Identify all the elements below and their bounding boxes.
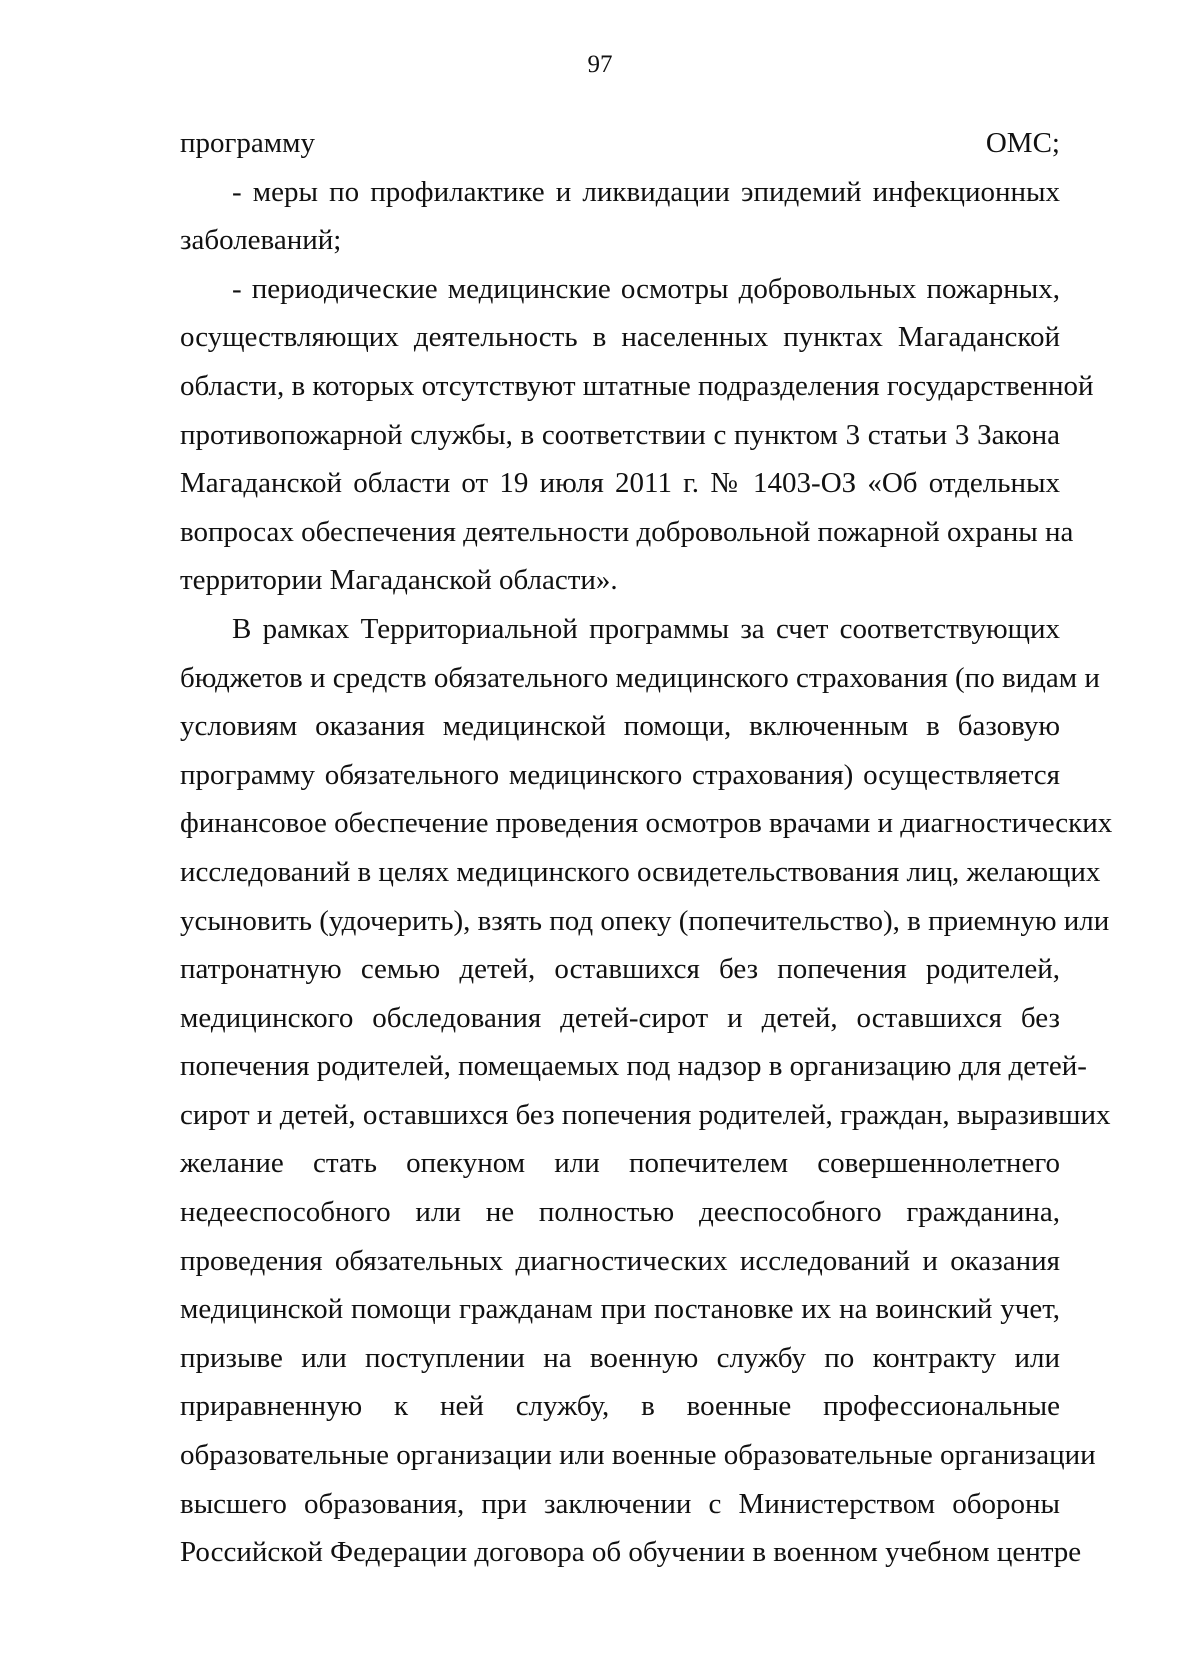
text-line: условиям оказания медицинской помощи, включенным в базовую	[180, 710, 1060, 743]
text-line: программу ОМС;	[180, 127, 1060, 159]
text-line: осуществляющих деятельность в населенных пунктах Магаданской	[180, 321, 1060, 354]
text-line: заболеваний;	[180, 224, 342, 257]
text-line: - периодические медицинские осмотры добровольных пожарных,	[232, 272, 1060, 305]
text-line: призыве или поступлении на военную службу по контракту или	[180, 1341, 1060, 1374]
text-line: - меры по профилактике и ликвидации эпидемий инфекционных	[232, 175, 1060, 208]
text-line: сирот и детей, оставшихся без попечения родителей, граждан, выразивших	[180, 1098, 1111, 1131]
text-line: вопросах обеспечения деятельности добровольной пожарной охраны на	[180, 515, 1074, 548]
text-line: патронатную семью детей, оставшихся без попечения родителей,	[180, 953, 1060, 986]
text-line: бюджетов и средств обязательного медицинского страхования (по видам и	[180, 661, 1100, 694]
text-line: медицинского обследования детей-сирот и детей, оставшихся без	[180, 1001, 1060, 1034]
text-line: высшего образования, при заключении с Министерством обороны	[180, 1487, 1060, 1520]
text-line: недееспособного или не полностью дееспособного гражданина,	[180, 1196, 1060, 1229]
text-line: исследований в целях медицинского освидетельствования лиц, желающих	[180, 855, 1101, 888]
text-line: Магаданской области от 19 июля 2011 г. № 1403-ОЗ «Об отдельных	[180, 467, 1060, 500]
text-line: территории Магаданской области».	[180, 564, 618, 597]
text-line: противопожарной службы, в соответствии с пунктом 3 статьи 3 Закона	[180, 418, 1060, 451]
text-line: программу обязательного медицинского страхования) осуществляется	[180, 758, 1060, 791]
text-line: Российской Федерации договора об обучении в военном учебном центре	[180, 1536, 1082, 1569]
text-line: усыновить (удочерить), взять под опеку (попечительство), в приемную или	[180, 904, 1110, 937]
text-line: образовательные организации или военные образовательные организации	[180, 1439, 1096, 1472]
text-line: медицинской помощи гражданам при постановке их на воинский учет,	[180, 1293, 1060, 1326]
text-line: области, в которых отсутствуют штатные подразделения государственной	[180, 369, 1094, 402]
body-text	[180, 119, 1113, 1577]
text-line: В рамках Территориальной программы за счет соответствующих	[232, 612, 1060, 645]
page-number: 97	[587, 51, 613, 78]
text-line: попечения родителей, помещаемых под надзор в организацию для детей-	[180, 1050, 1087, 1083]
text-line: приравненную к ней службу, в военные профессиональные	[180, 1390, 1060, 1423]
text-line: проведения обязательных диагностических исследований и оказания	[180, 1244, 1060, 1277]
text-line: финансовое обеспечение проведения осмотров врачами и диагностических	[180, 807, 1113, 840]
text-line: желание стать опекуном или попечителем совершеннолетнего	[180, 1147, 1060, 1180]
